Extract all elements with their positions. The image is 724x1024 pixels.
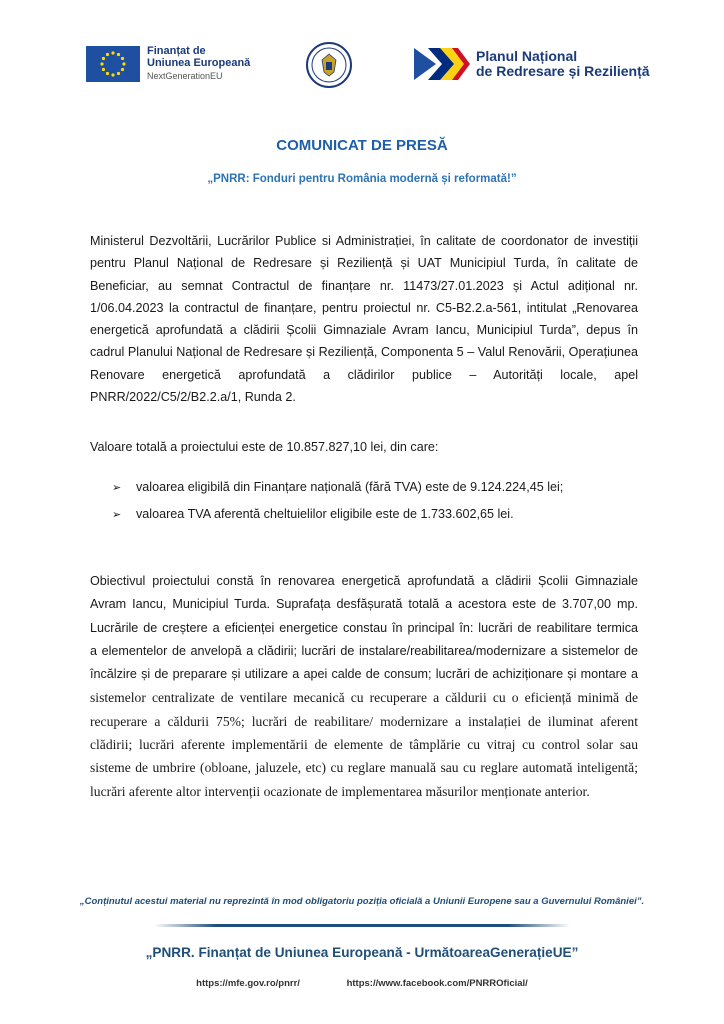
eu-star xyxy=(106,72,109,75)
pnrr-logo xyxy=(414,48,650,80)
paragraph-line: Lucrările de creștere a eficienței energetice constau în principal în: lucrări de reabilitare termica xyxy=(90,620,638,635)
list-item xyxy=(112,507,514,521)
paragraph-line: clădirii; lucrări aferente implementării de elemente de tâmplărie cu vitraj cu control solar sau xyxy=(90,737,638,753)
intro-paragraph xyxy=(90,230,638,408)
footer-divider xyxy=(154,924,570,927)
paragraph-line: Avram Iancu, Municipiul Turda. Suprafața desfășurată totală a acestora este de 3.707,00 mp. xyxy=(90,597,638,612)
paragraph-line: sistemelor centralizate de ventilare mecanică cu recuperare a căldurii cu o eficiență minimă de xyxy=(90,690,638,706)
paragraph-line: a elementelor de anvelopă a clădirii; lucrări de instalare/reabilitarea/modernizare a sistemelor de xyxy=(90,643,638,658)
eu-star xyxy=(121,68,124,71)
paragraph-line: cadrul Planului Național de Redresare și Reziliență, Componenta 5 – Valul Renovării, Operațiunea xyxy=(90,345,638,360)
footer-disclaimer: „Conținutul acestui material nu reprezintă în mod obligatoriu poziția oficială a Uniunii Europene sau a Guvernului României”. xyxy=(79,896,645,907)
eu-logo-line1: Finanțat de xyxy=(147,45,206,58)
eu-logo-line2: Uniunea Europeană xyxy=(147,56,251,69)
pnrr-logo-line1: Planul Național xyxy=(476,47,578,64)
facebook-link[interactable]: https://www.facebook.com/PNRROficial/ xyxy=(346,978,528,989)
list-item-text: valoarea eligibilă din Finanțare națională (fără TVA) este de 9.124.224,45 lei; xyxy=(136,480,564,494)
paragraph-line: încălzire și de preparare și utilizare a apei calde de consum; lucrări de achiziționare și montare a xyxy=(90,667,638,682)
arrow-bullet-icon: ➢ xyxy=(112,481,122,494)
paragraph-line: energetică aprofundată a clădirii Școlii Gimnaziale Avram Iancu, Municipiul Turda”, depus în xyxy=(90,323,638,338)
eu-star xyxy=(117,72,120,75)
objective-paragraph xyxy=(90,570,638,803)
paragraph-line: Ministerul Dezvoltării, Lucrărilor Publice si Administrației, în calitate de coordonator de investiții xyxy=(90,234,638,248)
mfe-link[interactable]: https://mfe.gov.ro/pnrr/ xyxy=(196,978,300,989)
footer-links xyxy=(0,978,724,989)
eu-star xyxy=(111,51,114,54)
eu-flag-icon xyxy=(86,46,140,82)
paragraph-line: Obiectivul proiectului constă în renovarea energetică aprofundată a clădirii Școlii Gimnaziale xyxy=(90,574,638,588)
header xyxy=(0,40,724,100)
eu-star xyxy=(102,57,105,60)
eu-star xyxy=(111,73,114,76)
footer-slogan: „PNRR. Finanțat de Uniunea Europeană - UrmătoareaGenerațieUE” xyxy=(145,945,579,960)
pnrr-logo-icon xyxy=(414,48,470,80)
eu-star xyxy=(117,53,120,56)
pnrr-logo-line2: de Redresare și Reziliență xyxy=(476,63,650,79)
paragraph-line: recuperare a căldurii 75%; lucrări de reabilitare/ modernizare a instalației de iluminat aferent xyxy=(90,713,638,729)
eu-star xyxy=(102,68,105,71)
page-subtitle: „PNRR: Fonduri pentru România modernă și reformată!” xyxy=(207,173,517,185)
eu-star xyxy=(100,62,103,65)
romanian-government-seal-icon xyxy=(306,42,352,88)
total-value-line: Valoare totală a proiectului este de 10.857.827,10 lei, din care: xyxy=(90,440,439,454)
paragraph-line: lucrări aferente altor intervenții ocazionate de implementarea măsurilor menționate anterior. xyxy=(90,783,590,799)
paragraph-line: 1/06.04.2023 la contractul de finanțare, pentru proiectul nr. C5-B2.2.a-561, intitulat „Renovarea xyxy=(90,300,638,315)
arrow-bullet-icon: ➢ xyxy=(112,508,122,521)
paragraph-line: PNRR/2022/C5/2/B2.2.a/1, Runda 2. xyxy=(90,390,296,405)
eu-star xyxy=(122,62,125,65)
paragraph-line: Beneficiar, au semnat Contractul de finanțare nr. 11473/27.01.2023 și Actul adițional nr. xyxy=(90,278,638,293)
eu-star xyxy=(121,57,124,60)
eu-funding-logo xyxy=(86,46,250,82)
list-item xyxy=(112,480,563,494)
eu-logo-line3: NextGenerationEU xyxy=(147,71,223,82)
paragraph-line: sisteme de umbrire (obloane, jaluzele, etc) cu reglare manuală sau cu reglare automată inteligentă; xyxy=(90,760,638,776)
paragraph-line: pentru Planul Național de Redresare și Reziliență și UAT Municipiul Turda, în calitate de xyxy=(90,256,638,271)
page-title: COMUNICAT DE PRESĂ xyxy=(276,137,448,154)
eu-star xyxy=(106,53,109,56)
paragraph-line: Renovare energetică aprofundată a clădirilor publice – Autorități locale, apel xyxy=(90,367,638,382)
list-item-text: valoarea TVA aferentă cheltuielilor eligibile este de 1.733.602,65 lei. xyxy=(136,507,514,521)
